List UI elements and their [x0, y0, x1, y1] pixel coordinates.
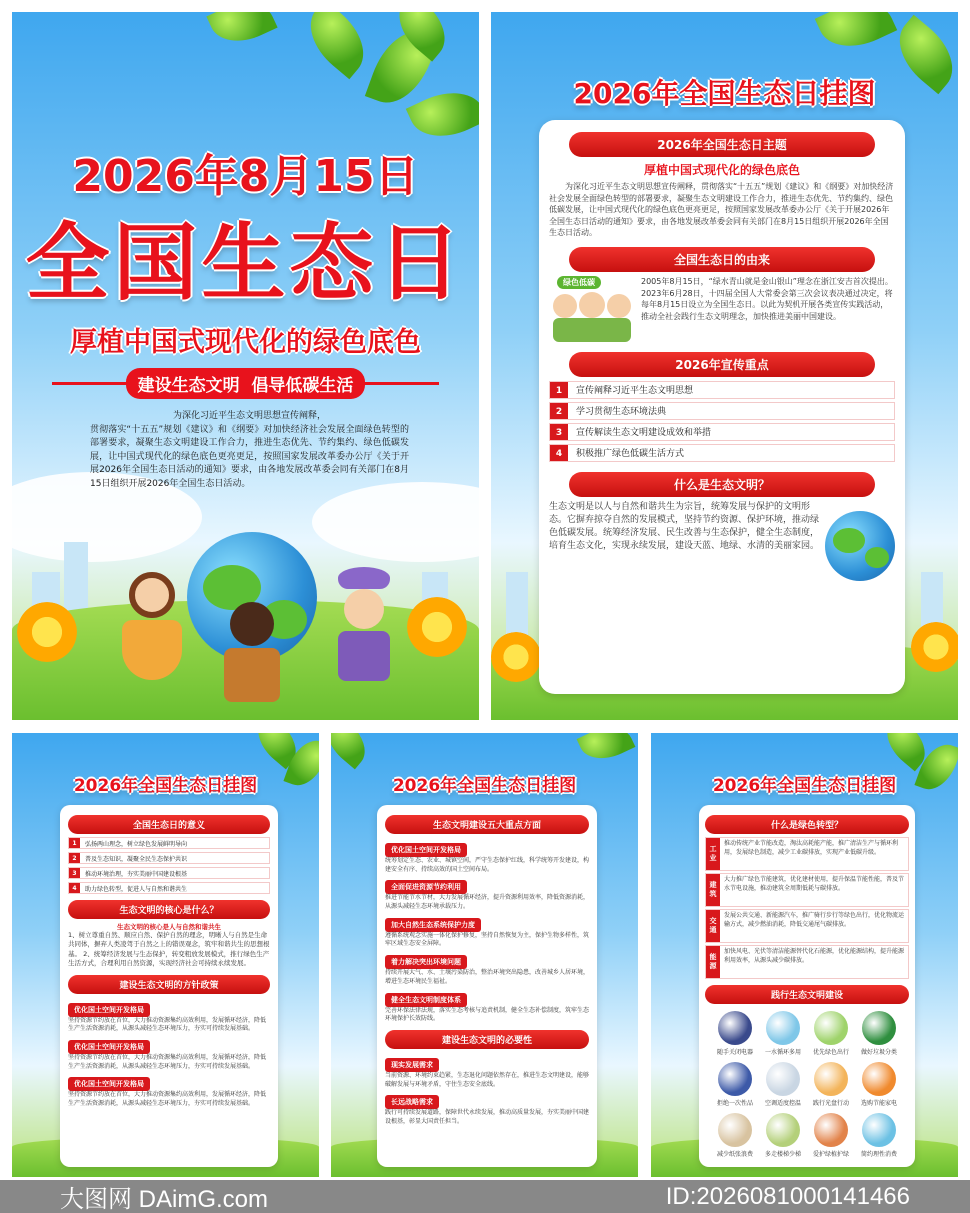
practice-item	[713, 1062, 757, 1107]
watermark-id: ID:20260810001414​66	[665, 1182, 910, 1210]
practice-caption: 选购节能家电	[860, 1100, 897, 1107]
origin-block	[549, 276, 895, 344]
poster-slogan-bar	[52, 368, 439, 399]
focus-areas-list	[385, 837, 589, 1024]
section-body: 为深化习近平生态文明思想宣传阐释，贯彻落实“十五五”规划《建议》和《纲要》对加快经济社会发展全面绿色转型的部署要求，凝聚生态文明建设工作合力，推进生态优先、节约集约、绿色低碳发展，让中国式现代化的绿色底色更亮更足，按照国家发展改革委办公厅《关于开展2026年全国生态日活动的通知》要求，由各地发展改革委会同有关部门在8月15日组织开展2026年全国生态日活动。	[549, 182, 894, 238]
practice-icon-grid	[705, 1007, 909, 1162]
poster-panel-2	[491, 12, 958, 720]
practice-caption: 一水循环多用	[764, 1049, 801, 1056]
item-number: 1	[69, 838, 80, 848]
sector-tag: 交通	[706, 910, 720, 942]
practice-caption: 多走楼梯少梯	[764, 1151, 801, 1158]
sub-block	[68, 1071, 270, 1108]
sub-block	[385, 1052, 589, 1089]
practice-item	[713, 1113, 757, 1158]
sub-block	[385, 837, 589, 874]
sub-heading: 优化国土空间开发格局	[68, 1003, 150, 1017]
section-title: 生态文明建设五大重点方面	[385, 815, 589, 834]
practice-icon	[814, 1062, 848, 1096]
sub-heading: 长远战略需求	[385, 1095, 439, 1109]
sub-text: 践行可持续发展道路，保障世代永续发展，推动高质量发展，夯实美丽中国建设根基，彰显大国责任担当。	[385, 1109, 590, 1125]
practice-icon	[862, 1062, 896, 1096]
item-number: 4	[550, 445, 568, 461]
necessity-list	[385, 1052, 589, 1127]
sub-heading: 优化国土空间开发格局	[68, 1077, 150, 1091]
content-card	[539, 120, 905, 694]
focus-list-item	[549, 423, 895, 441]
sub-heading: 现实发展需求	[385, 1058, 439, 1072]
practice-icon	[718, 1113, 752, 1147]
focus-list-item	[549, 381, 895, 399]
sub-text: 遵循系统观念实施一体化保护修复，坚持自然恢复为主，保护生物多样性，筑牢区域生态安全屏障。	[385, 931, 590, 948]
practice-item	[713, 1011, 757, 1056]
meaning-list-item	[68, 882, 270, 894]
practice-icon	[766, 1011, 800, 1045]
poster-intro-line1: 为深化习近平生态文明思想宣传阐释，	[172, 411, 326, 421]
practice-item	[761, 1011, 805, 1056]
item-text: 积极推广绿色低碳生活方式	[576, 449, 685, 460]
sub-heading: 健全生态文明制度体系	[385, 993, 467, 1007]
leaf-decoration	[815, 12, 897, 60]
practice-caption: 做好垃圾分类	[860, 1049, 897, 1056]
item-number: 1	[550, 382, 568, 398]
section-title: 2026年全国生态日主题	[569, 132, 875, 157]
practice-item	[809, 1062, 853, 1107]
section-body: 生态文明是以人与自然和谐共生为宗旨，统筹发展与保护的文明形态。它摒弃掠夺自然的发展模式，坚持节约资源、保护环境，推动绿色低碳发展。统筹经济发展、民生改善与生态保护，健全生态制度，培育生态文化，实现永续发展，建设天蓝、地绿、水清的美丽家园。	[549, 501, 820, 552]
item-text: 弘扬两山理念，树立绿色发展鲜明导向	[85, 840, 188, 848]
child-girl-illustration	[122, 572, 182, 702]
practice-caption: 空调适度控温	[764, 1100, 801, 1107]
section-title: 全国生态日的意义	[68, 815, 270, 834]
cloud	[312, 482, 479, 562]
sunflower-icon	[491, 632, 541, 682]
watermark-bar	[0, 1180, 970, 1213]
practice-icon	[862, 1113, 896, 1147]
practice-item	[857, 1011, 901, 1056]
section-body: 2005年8月15日，“绿水青山就是金山银山”理念在浙江安吉首次提出。2023年6月28日，十四届全国人大常委会第三次会议表决通过决定，将每年8月15日设立为全国生态日。以此为契机开展各类宣传实践活动，推动全社会践行生态文明理念，加快推进美丽中国建设。	[641, 276, 893, 321]
meaning-list-item	[68, 867, 270, 879]
sub-block	[385, 987, 589, 1024]
panel-header: 2026年全国生态日挂图	[73, 776, 258, 796]
content-card	[60, 805, 278, 1167]
practice-item	[857, 1113, 901, 1158]
sub-heading: 加大自然生态系统保护力度	[385, 918, 481, 932]
poster-date: 2026年8月15日	[72, 151, 419, 202]
transition-row	[705, 837, 909, 871]
section-title: 生态文明的核心是什么？	[68, 900, 270, 919]
sub-heading: 着力解决突出环境问题	[385, 955, 467, 969]
practice-icon	[718, 1011, 752, 1045]
sector-text: 推动传统产业节能改造，淘汰高耗能产能，推广清洁生产与循环利用，发展绿色制造，减少工业碳排放，实现产业低碳升级。	[724, 840, 899, 856]
item-number: 2	[550, 403, 568, 419]
practice-caption: 减少纸张浪费	[716, 1151, 753, 1158]
sunflower-icon	[17, 602, 77, 662]
content-card	[377, 805, 597, 1167]
sub-heading: 优化国土空间开发格局	[68, 1040, 150, 1054]
leaf-decoration	[331, 733, 375, 769]
sub-text: 推进节能节水节材，大力发展循环经济，提升资源利用效率，降低资源消耗，从源头减轻生态环境承载压力。	[385, 894, 590, 911]
sunflower-icon	[407, 597, 467, 657]
item-text: 普及生态知识，凝聚全民生态保护共识	[85, 855, 188, 863]
panel-header: 2026年全国生态日挂图	[712, 776, 897, 796]
poster-subtitle: 厚植中国式现代化的绿色底色	[70, 327, 421, 358]
practice-icon	[814, 1113, 848, 1147]
practice-item	[809, 1113, 853, 1158]
focus-list-item	[549, 402, 895, 420]
section-title: 什么是绿色转型？	[705, 815, 909, 834]
sunflower-icon	[911, 622, 958, 672]
poster-title: 全国生态日	[25, 214, 466, 312]
eco-civ-block	[549, 501, 895, 581]
panel-header: 2026年全国生态日挂图	[573, 77, 876, 110]
poster-main	[12, 12, 479, 720]
sub-text: 坚持资源节约放在首位，大力推动资源集约高效利用，发展循环经济，降低生产生活资源消耗，从源头减轻生态环境压力，夯实可持续发展基础。	[68, 1016, 267, 1033]
green-lowcarbon-illustration	[549, 276, 635, 344]
practice-caption: 优先绿色出行	[812, 1049, 849, 1056]
sub-text: 统筹划定生态、农业、城镇空间，严守生态保护红线，科学统筹开发建设，构建安全有序、持续高效的国土空间布局。	[385, 857, 590, 873]
sub-text: 坚持资源节约放在首位，大力推动资源集约高效利用，发展循环经济，降低生产生活资源消耗，从源头减轻生态环境压力，夯实可持续发展基础。	[68, 1091, 267, 1108]
sub-block	[385, 874, 589, 911]
section-title: 建设生态文明的必要性	[385, 1030, 589, 1049]
item-text: 宣传阐释习近平生态文明思想	[576, 386, 694, 397]
practice-icon	[766, 1062, 800, 1096]
poster-intro	[90, 410, 409, 491]
sector-tag: 能源	[706, 946, 720, 978]
section-title: 什么是生态文明？	[569, 472, 875, 497]
practice-caption: 爱护绿植护绿	[812, 1151, 849, 1158]
meaning-list	[68, 837, 270, 894]
sub-text: 当前资源、环境约束趋紧，生态退化问题依然存在，推进生态文明建设，能够破解发展与环境矛盾，守住生态安全底线。	[385, 1071, 590, 1088]
policy-list	[68, 997, 270, 1109]
practice-caption: 践行光盘行动	[812, 1100, 849, 1107]
item-text: 推动环境治理，夯实美丽中国建设根基	[85, 870, 188, 878]
sub-block	[385, 912, 589, 949]
practice-icon	[718, 1062, 752, 1096]
practice-item	[761, 1113, 805, 1158]
sub-block	[68, 1034, 270, 1071]
sub-block	[385, 1089, 589, 1126]
meaning-list-item	[68, 852, 270, 864]
sector-tag: 建筑	[706, 874, 720, 906]
practice-item	[857, 1062, 901, 1107]
focus-list	[549, 381, 895, 462]
content-card	[699, 805, 915, 1167]
sector-text: 加快风电、光伏等清洁能源替代化石能源，优化能源结构，提升能源利用效率，从源头减少碳排放。	[724, 948, 905, 964]
practice-item	[809, 1011, 853, 1056]
item-text: 学习贯彻生态环境法典	[576, 407, 667, 418]
item-text: 助力绿色转型，促进人与自然和谐共生	[85, 885, 188, 893]
practice-caption: 简约理性消费	[860, 1151, 897, 1158]
practice-caption: 拒绝一次性品	[716, 1100, 753, 1107]
sector-text: 大力推广绿色节能建筑，优化建材使用，提升保温节能性能，普及节水节电设施，推动建筑全周期低耗与碳排放。	[724, 876, 905, 892]
poster-panel-4	[331, 733, 638, 1177]
item-text: 宣传解读生态文明建设成效和举措	[576, 428, 712, 439]
sub-block	[68, 997, 270, 1034]
sub-text: 坚持资源节约放在首位，大力推动资源集约高效利用，发展循环经济，降低生产生活资源消耗，从源头减轻生态环境压力，夯实可持续发展基础。	[68, 1054, 267, 1070]
practice-icon	[862, 1011, 896, 1045]
core-subtitle: 生态文明的核心是人与自然和谐共生	[117, 923, 221, 931]
leaf-decoration	[296, 12, 379, 79]
item-number: 3	[69, 868, 80, 878]
theme-text: 厚植中国式现代化的绿色底色	[643, 163, 800, 177]
practice-icon	[814, 1011, 848, 1045]
child-boy-illustration	[222, 602, 282, 720]
watermark-site: 大图网 DAimG.com	[60, 1186, 269, 1213]
sub-heading: 优化国土空间开发格局	[385, 843, 467, 857]
sector-tag: 工业	[706, 838, 720, 870]
section-body: 1、树立尊重自然、顺应自然、保护自然的理念，明晰人与自然是生命共同体，摒弃人类凌驾于自然之上的错误观念，筑牢和谐共生的思想根基。 2、统筹经济发展与生态保护，转变粗放发展模式，推行绿色生产生活方式，合理利用自然资源，实现经济社会可持续永续发展。	[68, 931, 270, 968]
practice-caption: 随手关闭电器	[716, 1049, 753, 1056]
sub-block	[385, 949, 589, 986]
sub-text: 持续开展大气、水、土壤污染防治，整治环境突出隐患，改善城乡人居环境，增进生态环境民生福祉。	[385, 969, 590, 985]
sub-heading: 全面促进资源节约利用	[385, 880, 467, 894]
earth-icon	[825, 511, 895, 581]
leaf-decoration	[206, 12, 277, 53]
transition-row	[705, 945, 909, 979]
section-title: 建设生态文明的方针政策	[68, 975, 270, 994]
sub-text: 完善环保法律法规，落实生态考核与追责机制，健全生态补偿制度，筑牢生态环境保护长效防线。	[385, 1006, 590, 1023]
meaning-list-item	[68, 837, 270, 849]
poster-panel-5	[651, 733, 958, 1177]
item-number: 4	[69, 883, 80, 893]
section-title: 全国生态日的由来	[569, 247, 875, 272]
item-number: 2	[69, 853, 80, 863]
transition-row	[705, 909, 909, 943]
panel-header: 2026年全国生态日挂图	[392, 776, 577, 796]
poster-intro-body: 贯彻落实“十五五”规划《建议》和《纲要》对加快经济社会发展全面绿色转型的部署要求，凝聚生态文明建设工作合力，推进生态优先、节约集约、绿色低碳发展，让中国式现代化的绿色底色更亮更足，按照国家发展改革委办公厅《关于开展2026年全国生态日活动的通知》要求，由各地发展改革委会同有关部门在8月15日组织开展2026年全国生态日活动。	[90, 424, 409, 489]
practice-icon	[766, 1113, 800, 1147]
green-lowcarbon-badge: 绿色低碳	[557, 276, 601, 289]
focus-list-item	[549, 444, 895, 462]
poster-slogan: 建设生态文明 倡导低碳生活	[126, 368, 366, 399]
practice-item	[761, 1062, 805, 1107]
section-title: 2026年宣传重点	[569, 352, 875, 377]
section-title: 践行生态文明建设	[705, 985, 909, 1004]
green-transition-list	[705, 837, 909, 979]
sector-text: 发展公共交通、新能源汽车，推广骑行步行等绿色出行，优化物流运输方式，减少燃油消耗，降低交通尾气碳排放。	[724, 912, 905, 928]
transition-row	[705, 873, 909, 907]
poster-panel-3	[12, 733, 319, 1177]
leaf-decoration	[577, 733, 636, 768]
child-girl2-illustration	[334, 567, 394, 687]
item-number: 3	[550, 424, 568, 440]
